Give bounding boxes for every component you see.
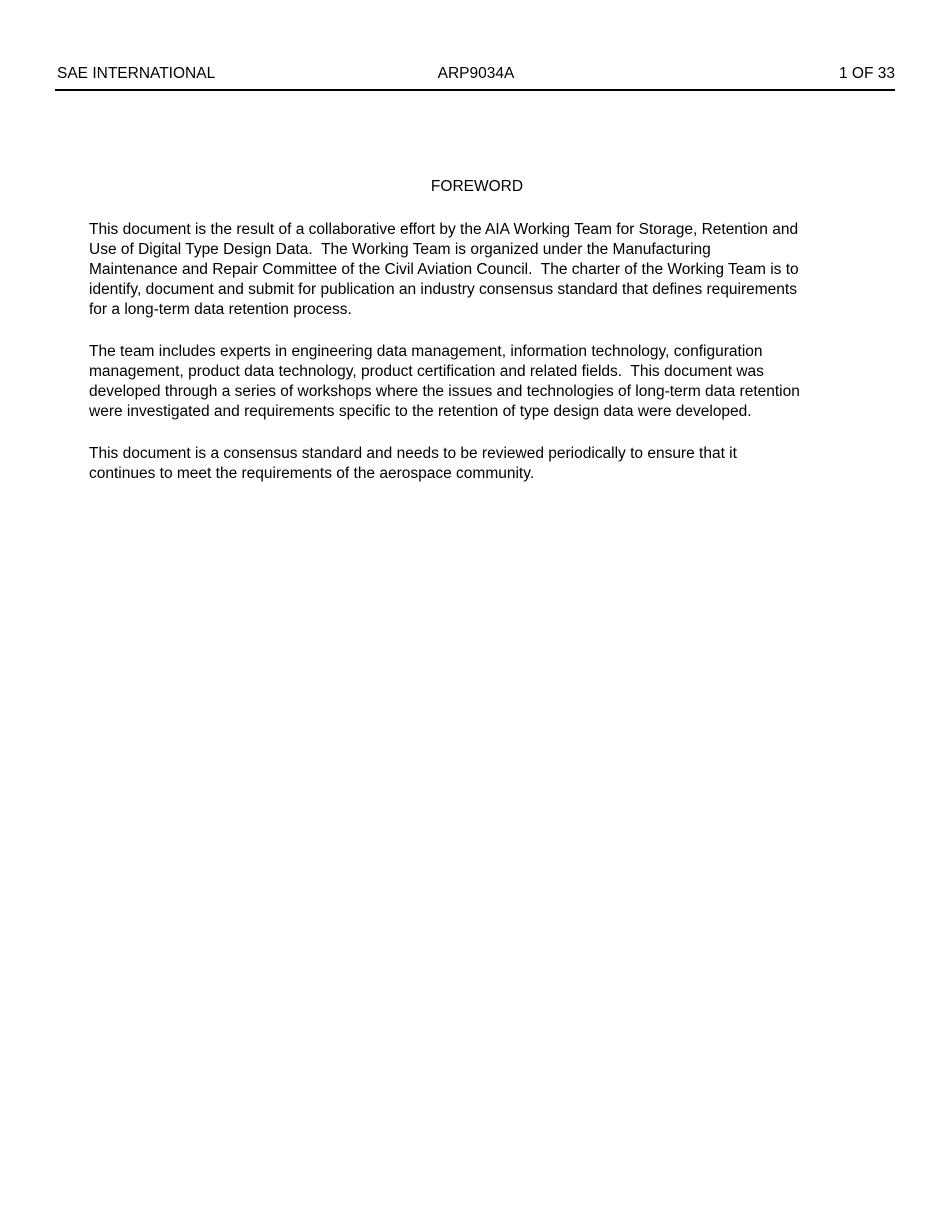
text-line: The team includes experts in engineering data management, information technology, configuration [89, 343, 763, 360]
paragraph [89, 342, 889, 422]
text-line: developed through a series of workshops where the issues and technologies of long-term data retention [89, 383, 800, 400]
text-line: identify, document and submit for publication an industry consensus standard that defines requirements [89, 281, 797, 298]
header-document-number: ARP9034A [437, 65, 515, 82]
document-body [89, 220, 889, 506]
page-header [57, 64, 895, 84]
header-page-number: 1 OF 33 [838, 65, 895, 82]
text-line: Use of Digital Type Design Data. The Working Team is organized under the Manufacturing [89, 241, 711, 258]
paragraph [89, 220, 889, 320]
text-line: This document is the result of a collaborative effort by the AIA Working Team for Storage, Retention and [89, 221, 799, 238]
text-line: Maintenance and Repair Committee of the Civil Aviation Council. The charter of the Working Team is to [89, 261, 799, 278]
header-rule [55, 89, 895, 91]
paragraph [89, 444, 889, 484]
section-title: FOREWORD [430, 178, 524, 195]
text-line: continues to meet the requirements of the aerospace community. [89, 465, 535, 482]
text-line: management, product data technology, product certification and related fields. This document was [89, 363, 764, 380]
text-line: This document is a consensus standard and needs to be reviewed periodically to ensure that it [89, 445, 737, 462]
text-line: were investigated and requirements specific to the retention of type design data were developed. [89, 403, 752, 420]
header-organization: SAE INTERNATIONAL [57, 65, 216, 82]
text-line: for a long-term data retention process. [89, 301, 352, 318]
